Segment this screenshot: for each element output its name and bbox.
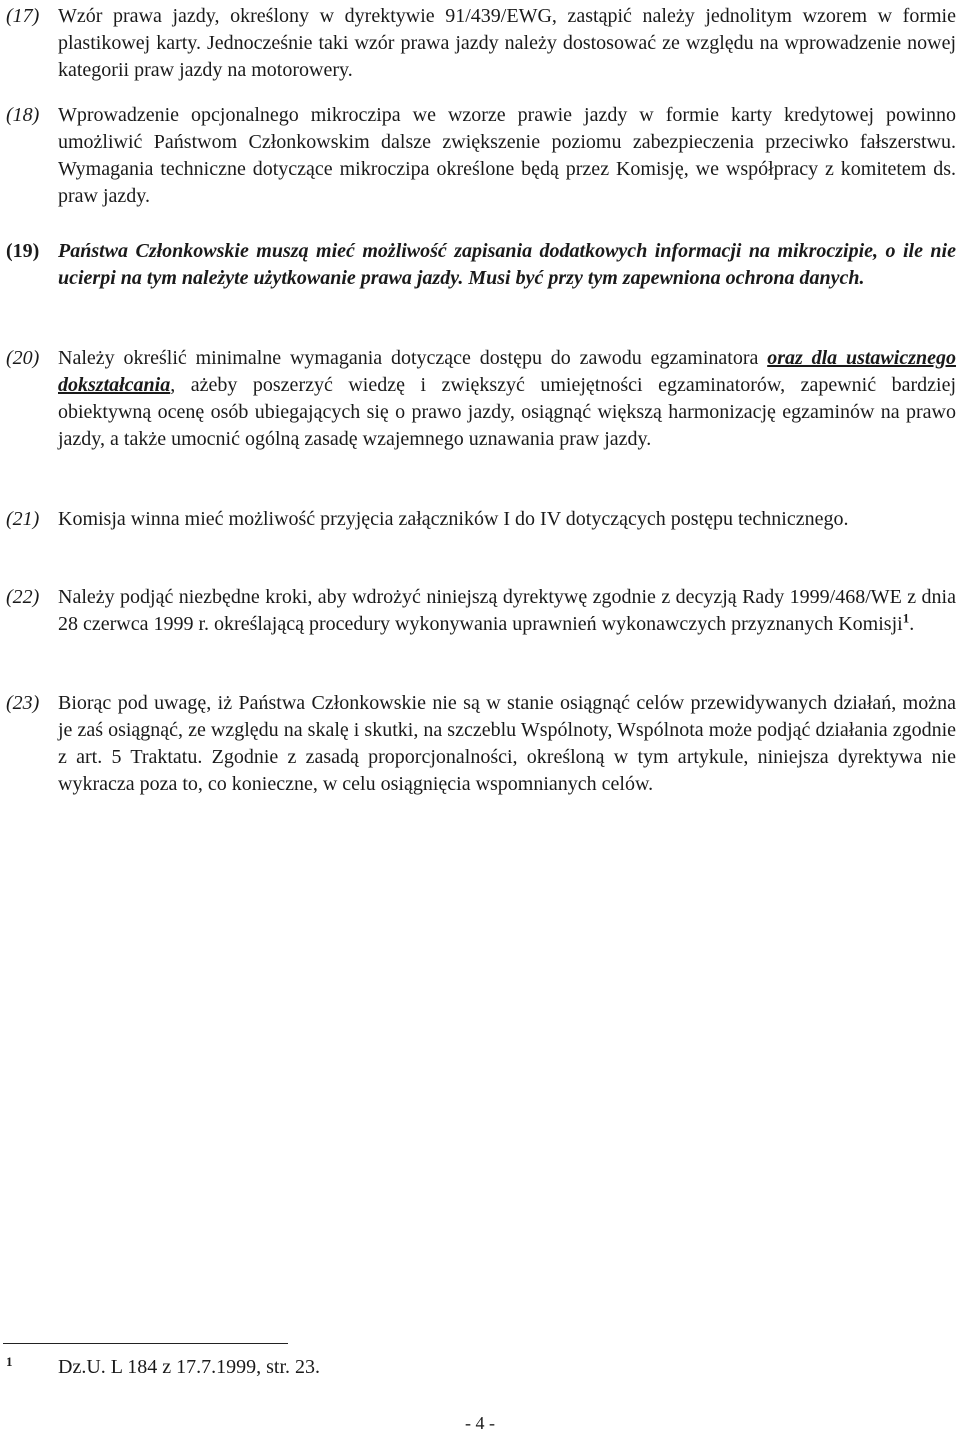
footnote-separator bbox=[3, 1343, 288, 1344]
recital-number: (21) bbox=[6, 508, 40, 530]
recital-text: Państwa Członkowskie muszą mieć możliwość zapisania dodatkowych informacji na mikroczipie, o ile nie ucierpi na tym należyte użytkowanie prawa jazdy. Musi być przy tym zapewniona ochrona danych. bbox=[58, 240, 956, 289]
footnote-reference[interactable]: 1 bbox=[902, 610, 910, 626]
amendment-emphasis: oraz dla ustawicznego dokształcania bbox=[58, 347, 956, 396]
recital-text: Wprowadzenie opcjonalnego mikroczipa we wzorze prawie jazdy w formie karty kredytowej powinno umożliwić Państwom Członkowskim dalsze zwiększenie poziomu zabezpieczenia przeciwko fałszerstwu. Wymagania techniczne dotyczące mikroczipa określone będą przez Komisję, we współpracy z komitetem ds. praw jazdy. bbox=[58, 104, 956, 207]
recital-text: Komisja winna mieć możliwość przyjęcia załączników I do IV dotyczących postępu technicznego. bbox=[58, 508, 849, 530]
recital-text-part: . bbox=[909, 613, 915, 635]
page-number: - 4 - bbox=[465, 1413, 495, 1433]
recital-text bbox=[58, 345, 956, 453]
footnote-mark: 1 bbox=[6, 1354, 13, 1369]
recital-number: (17) bbox=[6, 5, 40, 27]
recital-text bbox=[58, 584, 956, 638]
recital-number: (20) bbox=[6, 347, 40, 369]
recital-text: Wzór prawa jazdy, określony w dyrektywie 91/439/EWG, zastąpić należy jednolitym wzorem w formie plastikowej karty. Jednocześnie taki wzór prawa jazdy należy dostosować ze względu na wprowadzenie nowej kategorii praw jazdy na motorowery. bbox=[58, 5, 956, 81]
recital-number: (18) bbox=[6, 104, 40, 126]
recital-text-part: Należy określić minimalne wymagania dotyczące dostępu do zawodu egzaminatora bbox=[58, 347, 768, 369]
recital-text-part: Należy podjąć niezbędne kroki, aby wdrożyć niniejszą dyrektywę zgodnie z decyzją Rady 1999/468/WE z dnia 28 czerwca 1999 r. określającą procedury wykonywania uprawnień wykonawczych przyznanych Komisji bbox=[58, 586, 956, 635]
recital-number: (23) bbox=[6, 692, 40, 714]
recital-number: (22) bbox=[6, 586, 40, 608]
recital-text: Biorąc pod uwagę, iż Państwa Członkowskie nie są w stanie osiągnąć celów przewidywanych działań, można je zaś osiągnąć, ze względu na skalę i skutki, na szczeblu Wspólnoty, Wspólnota może podjąć działania zgodnie z art. 5 Traktatu. Zgodnie z zasadą proporcjonalności, określoną w tym artykule, niniejsza dyrektywa nie wykracza poza to, co konieczne, w celu osiągnięcia wspomnianych celów. bbox=[58, 692, 956, 795]
footnote-text: Dz.U. L 184 z 17.7.1999, str. 23. bbox=[58, 1356, 321, 1378]
recital-number: (19) bbox=[6, 240, 40, 262]
recital-text-part: , ażeby poszerzyć wiedzę i zwiększyć umiejętności egzaminatorów, zapewnić bardziej obiektywną ocenę osób ubiegających się o prawo jazdy, osiągnąć większą harmonizację egzaminów na prawo jazdy, a także umocnić ogólną zasadę wzajemnego uznawania praw jazdy. bbox=[58, 374, 956, 450]
